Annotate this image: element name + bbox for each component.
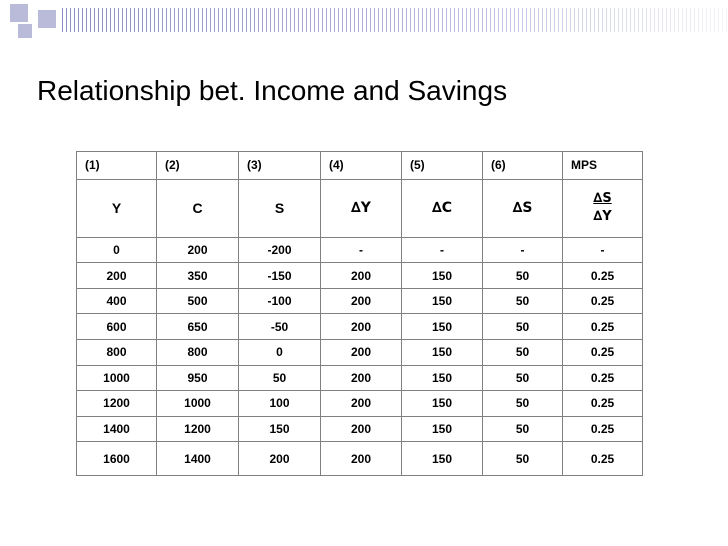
column-number: (3) xyxy=(239,152,321,180)
column-label-row xyxy=(77,179,643,237)
table-cell: 500 xyxy=(157,288,239,314)
table-cell: -200 xyxy=(239,237,321,263)
table-cell: 150 xyxy=(402,263,483,289)
table-cell: 100 xyxy=(239,391,321,417)
table-cell: 0.25 xyxy=(563,365,643,391)
column-label: ∆S xyxy=(483,179,563,237)
table-cell: 200 xyxy=(157,237,239,263)
table-cell: -150 xyxy=(239,263,321,289)
table-cell: 600 xyxy=(77,314,157,340)
table-row xyxy=(77,365,643,391)
table-cell: 0.25 xyxy=(563,314,643,340)
column-number: (1) xyxy=(77,152,157,180)
table-cell: 200 xyxy=(239,442,321,476)
table-cell: 800 xyxy=(77,340,157,366)
mps-denominator: ∆Y xyxy=(593,209,612,225)
mps-label xyxy=(563,179,643,237)
table-cell: 200 xyxy=(321,365,402,391)
table-row xyxy=(77,237,643,263)
table-cell: 50 xyxy=(483,314,563,340)
table-cell: 1400 xyxy=(157,442,239,476)
decor-square xyxy=(38,10,56,28)
table-cell: 50 xyxy=(483,391,563,417)
column-number: (4) xyxy=(321,152,402,180)
column-number-row xyxy=(77,152,643,180)
table-body xyxy=(77,237,643,475)
table-cell: 1200 xyxy=(77,391,157,417)
table-cell: 200 xyxy=(321,263,402,289)
table-cell: - xyxy=(402,237,483,263)
table-cell: 200 xyxy=(321,288,402,314)
table-row xyxy=(77,314,643,340)
striped-banner xyxy=(62,8,728,32)
table-cell: 150 xyxy=(402,340,483,366)
table-cell: 150 xyxy=(402,442,483,476)
table-cell: - xyxy=(321,237,402,263)
table-cell: 200 xyxy=(321,314,402,340)
column-label: S xyxy=(239,179,321,237)
table-cell: 50 xyxy=(483,365,563,391)
table-cell: - xyxy=(483,237,563,263)
table-cell: 650 xyxy=(157,314,239,340)
table-cell: -100 xyxy=(239,288,321,314)
table-cell: 200 xyxy=(321,340,402,366)
table-cell: 350 xyxy=(157,263,239,289)
table-cell: 50 xyxy=(483,442,563,476)
column-number: (5) xyxy=(402,152,483,180)
column-label: Y xyxy=(77,179,157,237)
column-number: (6) xyxy=(483,152,563,180)
table-cell: 50 xyxy=(483,340,563,366)
table-cell: 50 xyxy=(239,365,321,391)
table-row xyxy=(77,442,643,476)
table-cell: 1000 xyxy=(77,365,157,391)
column-label: ∆Y xyxy=(321,179,402,237)
table-cell: 150 xyxy=(402,314,483,340)
column-label: ∆C xyxy=(402,179,483,237)
income-savings-table xyxy=(76,151,643,476)
table-cell: 150 xyxy=(402,288,483,314)
table-cell: 950 xyxy=(157,365,239,391)
header-decoration xyxy=(0,0,728,40)
table-cell: 50 xyxy=(483,288,563,314)
table-cell: -50 xyxy=(239,314,321,340)
table-cell: 150 xyxy=(402,416,483,442)
table-cell: 1600 xyxy=(77,442,157,476)
table-cell: 0 xyxy=(239,340,321,366)
column-number: MPS xyxy=(563,152,643,180)
table-cell: 0.25 xyxy=(563,263,643,289)
decor-square xyxy=(10,4,28,22)
table-cell: 400 xyxy=(77,288,157,314)
slide-title: Relationship bet. Income and Savings xyxy=(37,75,508,106)
table-cell: 0 xyxy=(77,237,157,263)
table-row xyxy=(77,416,643,442)
column-label: C xyxy=(157,179,239,237)
table-row xyxy=(77,288,643,314)
table-cell: - xyxy=(563,237,643,263)
table-cell: 200 xyxy=(321,442,402,476)
table-cell: 200 xyxy=(321,391,402,417)
table-cell: 1400 xyxy=(77,416,157,442)
table-cell: 0.25 xyxy=(563,416,643,442)
table-cell: 1200 xyxy=(157,416,239,442)
table-cell: 800 xyxy=(157,340,239,366)
mps-numerator: ∆S xyxy=(593,191,612,207)
table-cell: 150 xyxy=(402,391,483,417)
decor-square xyxy=(18,24,32,38)
table-row xyxy=(77,391,643,417)
table-cell: 150 xyxy=(239,416,321,442)
table-cell: 150 xyxy=(402,365,483,391)
table-cell: 50 xyxy=(483,416,563,442)
table-cell: 200 xyxy=(77,263,157,289)
column-number: (2) xyxy=(157,152,239,180)
table-row xyxy=(77,340,643,366)
table-cell: 0.25 xyxy=(563,340,643,366)
table-cell: 0.25 xyxy=(563,391,643,417)
table-cell: 0.25 xyxy=(563,442,643,476)
table-cell: 50 xyxy=(483,263,563,289)
table-cell: 200 xyxy=(321,416,402,442)
table-cell: 1000 xyxy=(157,391,239,417)
table-cell: 0.25 xyxy=(563,288,643,314)
table-row xyxy=(77,263,643,289)
